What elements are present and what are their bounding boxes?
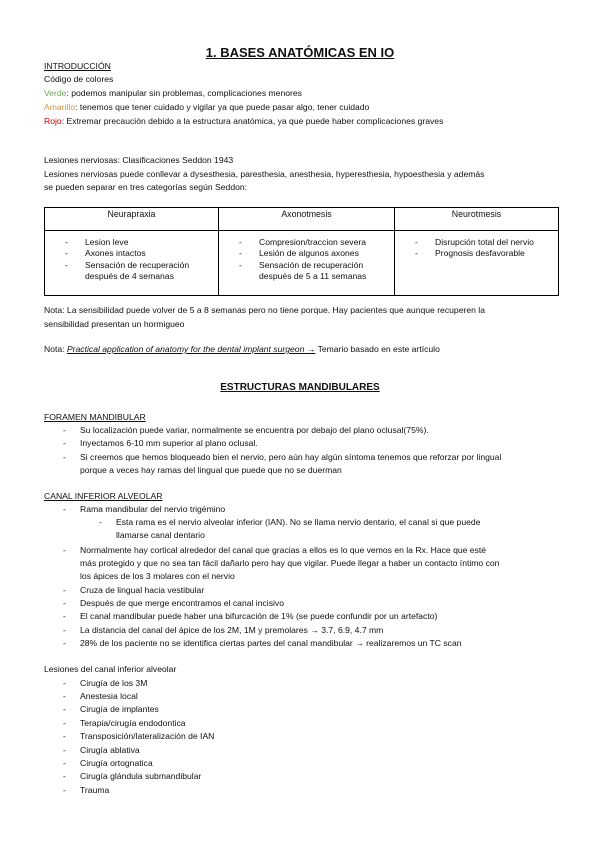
list-item-continuation: llamarse canal dentario: [116, 530, 205, 540]
list-item-text: Rama mandibular del nervio trigémino: [80, 504, 226, 514]
bullet: -: [63, 731, 66, 741]
bullet: -: [63, 771, 66, 781]
list-item: - Sensación de recuperación después de 5 a 11 semanas: [219, 260, 394, 283]
list-item-continuation: porque a veces hay ramas del lingual que puede que no se duerman: [80, 465, 342, 475]
green-label: Verde: [44, 88, 67, 98]
bullet: -: [63, 598, 66, 608]
list-item: - Compresion/traccion severa: [219, 237, 394, 248]
color-green-line: [44, 87, 302, 100]
bullet: -: [63, 704, 66, 714]
seddon-table: [44, 207, 559, 296]
bullet: -: [63, 625, 66, 635]
list-item: - Sensación de recuperación después de 4 semanas: [45, 260, 218, 283]
axonotmesis-cell: [219, 231, 395, 296]
list-item-text: Terapia/cirugía endodontica: [80, 718, 186, 728]
header-neurapraxia: Neurapraxia: [45, 208, 219, 231]
list-item-text: Inyectamos 6-10 mm superior al plano oclusal.: [80, 438, 258, 448]
mandibular-heading: ESTRUCTURAS MANDIBULARES: [220, 382, 380, 393]
list-item-text: Su localización puede variar, normalmente se encuentra por debajo del plano oclusal(75%).: [80, 425, 429, 435]
list-item-text: Cirugía ortognatica: [80, 758, 153, 768]
list-item-text: Cirugía de los 3M: [80, 678, 148, 688]
list-item: - Lesion leve: [45, 237, 218, 248]
list-item-continuation: más protegido y que no sea tan fácil dañarlo pero hay que vigilar. Puede llegar a haber un contacto íntimo con: [80, 558, 500, 568]
red-text: : Extremar precaución debido a la estructura anatómica, ya que puede haber complicaciones graves: [61, 116, 444, 126]
header-neurotmesis: Neurotmesis: [395, 208, 559, 231]
list-item-text: Esta rama es el nervio alveolar inferior (IAN). No se llama nervio dentario, el canal si que puede: [116, 517, 481, 527]
article-link[interactable]: Practical application of anatomy for the dental implant surgeon →: [66, 344, 316, 354]
list-item: - Disrupción total del nervio: [395, 237, 558, 248]
bullet: -: [99, 517, 102, 527]
note2-suffix: Temario basado en este artículo: [315, 344, 440, 354]
nerve-para-line1: Lesiones nerviosas puede conllevar a dysesthesia, paresthesia, anesthesia, hyperesthesia, hypoesthesia y además: [44, 169, 485, 179]
color-red-line: [44, 115, 443, 128]
list-item: - Axones intactos: [45, 248, 218, 259]
foramen-heading: FORAMEN MANDIBULAR: [44, 412, 146, 422]
note2-line: [44, 343, 440, 356]
lesions-heading: Lesiones del canal inferior alveolar: [44, 664, 177, 674]
canal-heading: CANAL INFERIOR ALVEOLAR: [44, 491, 163, 501]
orange-text: : tenemos que tener cuidado y vigilar ya que puede pasar algo, tener cuidado: [75, 102, 370, 112]
intro-heading: INTRODUCCIÓN: [44, 61, 111, 71]
list-item-text: Anestesia local: [80, 691, 138, 701]
list-item-text: Después de que merge encontramos el canal incisivo: [80, 598, 284, 608]
list-item-text: Cruza de lingual hacia vestibular: [80, 585, 205, 595]
bullet: -: [63, 438, 66, 448]
list-item-text: Transposición/lateralización de IAN: [80, 731, 215, 741]
bullet: -: [63, 611, 66, 621]
bullet: -: [63, 638, 66, 648]
list-item-text: 28% de los paciente no se identifica ciertas partes del canal mandibular → realizaremos un TC scan: [80, 638, 462, 648]
colors-title: Código de colores: [44, 74, 114, 84]
neurotmesis-cell: [395, 231, 559, 296]
bullet: -: [63, 785, 66, 795]
bullet: -: [63, 452, 66, 462]
list-item-text: Cirugía glándula submandibular: [80, 771, 202, 781]
bullet: -: [63, 585, 66, 595]
list-item-text: Cirugía de implantes: [80, 704, 159, 714]
list-item: - Prognosis desfavorable: [395, 248, 558, 259]
list-item: - Lesión de algunos axones: [219, 248, 394, 259]
bullet: -: [63, 678, 66, 688]
seddon-header-row: [45, 208, 559, 231]
seddon-body-row: [45, 231, 559, 296]
nerve-heading: Lesiones nerviosas: Clasificaciones Seddon 1943: [44, 155, 234, 165]
list-item-text: La distancia del canal del ápice de los 2M, 1M y premolares → 3.7, 6.9, 4.7 mm: [80, 625, 384, 635]
bullet: -: [63, 504, 66, 514]
note1-line2: sensibilidad presentan un hormigueo: [44, 319, 185, 329]
note1-line1: Nota: La sensibilidad puede volver de 5 a 8 semanas pero no tiene porque. Hay pacientes que aunque recuperen la: [44, 305, 485, 315]
note2-prefix: Nota:: [44, 344, 67, 354]
red-label: Rojo: [44, 116, 62, 126]
header-axonotmesis: Axonotmesis: [219, 208, 395, 231]
bullet: -: [63, 758, 66, 768]
nerve-para-line2: se pueden separar en tres categorías según Seddon:: [44, 182, 248, 192]
page-title: 1. BASES ANATÓMICAS EN IO: [205, 45, 395, 60]
green-text: : podemos manipular sin problemas, complicaciones menores: [66, 88, 302, 98]
list-item-text: Si creemos que hemos bloqueado bien el nervio, pero aún hay algún síntoma tenemos que reforzar por lingual: [80, 452, 502, 462]
color-orange-line: [44, 101, 369, 114]
bullet: -: [63, 425, 66, 435]
neurapraxia-cell: [45, 231, 219, 296]
list-item-text: Cirugía ablativa: [80, 745, 140, 755]
orange-label: Amarillo: [44, 102, 76, 112]
bullet: -: [63, 545, 66, 555]
bullet: -: [63, 745, 66, 755]
bullet: -: [63, 718, 66, 728]
list-item-text: Normalmente hay cortical alrededor del canal que gracias a ellos es lo que vemos en la Rx. Hace que esté: [80, 545, 487, 555]
bullet: -: [63, 691, 66, 701]
list-item-text: El canal mandibular puede haber una bifurcación de 1% (se puede confundir por un artefacto): [80, 611, 438, 621]
list-item-text: Trauma: [80, 785, 110, 795]
list-item-continuation: los ápices de los 3 molares con el nervio: [80, 571, 235, 581]
